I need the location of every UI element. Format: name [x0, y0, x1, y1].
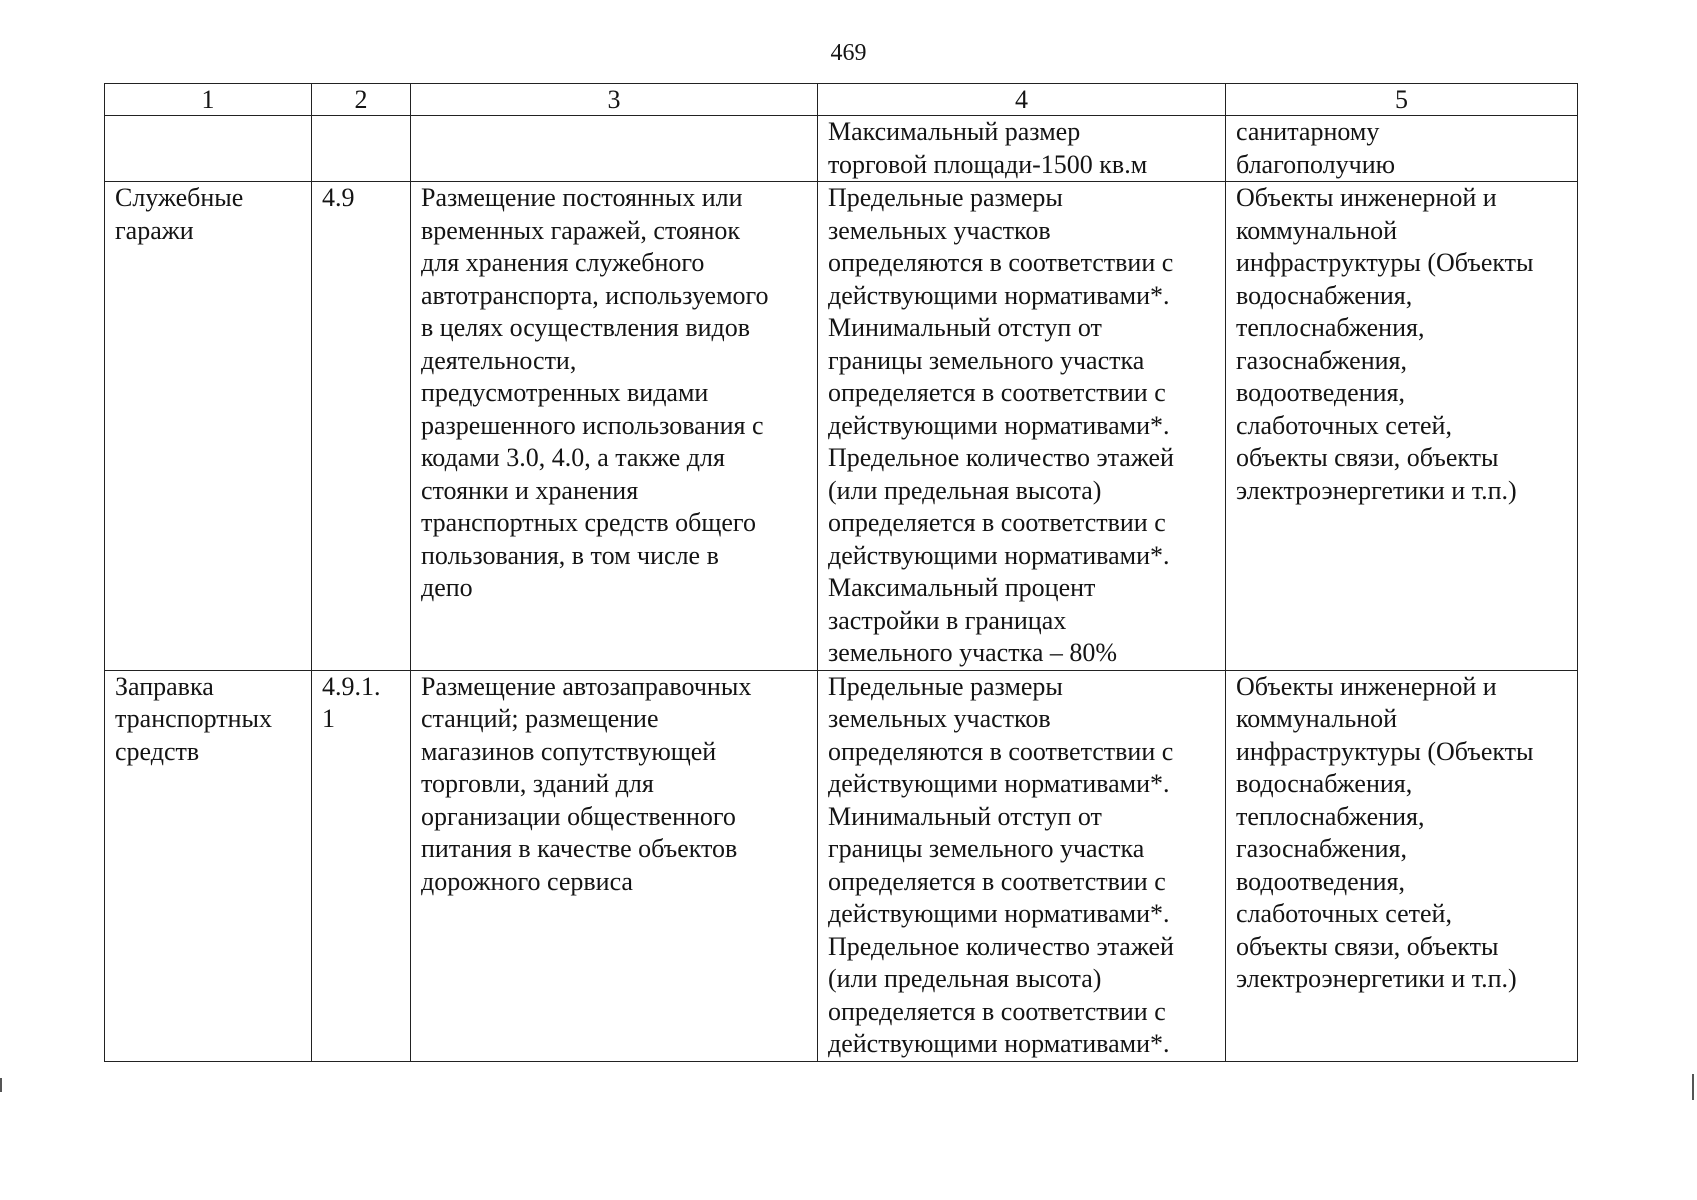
text-line: слаботочных сетей,	[1236, 899, 1452, 928]
text-line: определяется в соответствии с	[828, 866, 1166, 896]
text-line: Размещение автозаправочных	[421, 671, 752, 701]
text-line: водоснабжения,	[1236, 769, 1413, 798]
document-table	[104, 83, 1578, 1062]
continuation-cell-2	[312, 116, 411, 182]
use-description-cell	[411, 670, 818, 1061]
text-line: земельных участков	[828, 704, 1051, 733]
use-name-cell	[105, 670, 312, 1061]
text-line: транспортных средств общего	[421, 508, 756, 537]
text-line: стоянки и хранения	[421, 475, 639, 505]
text-line: предусмотренных видами	[421, 378, 709, 407]
text-line: торговли, зданий для	[421, 769, 654, 798]
text-line: для хранения служебного	[421, 248, 705, 277]
text-line: разрешенного использования с	[421, 410, 764, 440]
text-line: Максимальный процент	[828, 573, 1096, 602]
text-line: определяются в соответствии с	[828, 248, 1174, 277]
continuation-row	[105, 116, 1578, 182]
text-line: санитарному	[1236, 117, 1380, 146]
text-line: Объекты инженерной и	[1236, 183, 1497, 212]
text-line: границы земельного участка	[828, 834, 1145, 863]
related-objects-cell	[1226, 670, 1578, 1061]
column-header-4: 4	[818, 84, 1226, 116]
text-line: 4.9.1.	[322, 671, 381, 701]
text-line: 4.9	[322, 183, 355, 212]
text-line: Предельные размеры	[828, 183, 1063, 212]
text-line: Предельные размеры	[828, 671, 1063, 701]
text-line: организации общественного	[421, 801, 736, 831]
text-line: дорожного сервиса	[421, 866, 633, 896]
text-line: Минимальный отступ от	[828, 313, 1102, 342]
column-header-2: 2	[312, 84, 411, 116]
text-line: земельных участков	[828, 215, 1051, 245]
scan-edge-mark	[1692, 1074, 1694, 1100]
text-line: действующими нормативами*.	[828, 280, 1170, 310]
text-line: автотранспорта, используемого	[421, 280, 769, 310]
text-line: газоснабжения,	[1236, 834, 1407, 863]
text-line: средств	[115, 736, 200, 766]
continuation-cell-1	[105, 116, 312, 182]
text-line: водоснабжения,	[1236, 280, 1413, 310]
text-line: водоотведения,	[1236, 866, 1405, 896]
text-line: станций; размещение	[421, 704, 659, 733]
text-line: гаражи	[115, 215, 194, 245]
text-line: теплоснабжения,	[1236, 313, 1425, 342]
text-line: действующими нормативами*.	[828, 410, 1170, 440]
text-line: Размещение постоянных или	[421, 183, 743, 212]
text-line: питания в качестве объектов	[421, 834, 738, 863]
text-line: инфраструктуры (Объекты	[1236, 248, 1534, 277]
use-code-cell	[312, 182, 411, 671]
scan-edge-mark	[0, 1078, 2, 1092]
use-name-cell	[105, 182, 312, 671]
text-line: (или предельная высота)	[828, 964, 1102, 993]
text-line: теплоснабжения,	[1236, 801, 1425, 831]
text-line: действующими нормативами*.	[828, 540, 1170, 570]
text-line: действующими нормативами*.	[828, 769, 1170, 798]
text-line: временных гаражей, стоянок	[421, 215, 740, 245]
header-row	[105, 84, 1578, 116]
text-line: коммунальной	[1236, 704, 1398, 733]
table-row	[105, 182, 1578, 671]
text-line: Предельное количество этажей	[828, 931, 1174, 961]
text-line: определяются в соответствии с	[828, 736, 1174, 766]
text-line: слаботочных сетей,	[1236, 410, 1452, 440]
text-line: электроэнергетики и т.п.)	[1236, 964, 1517, 993]
column-header-3: 3	[411, 84, 818, 116]
table-row	[105, 670, 1578, 1061]
text-line: действующими нормативами*.	[828, 1029, 1170, 1058]
text-line: действующими нормативами*.	[828, 899, 1170, 928]
text-line: деятельности,	[421, 345, 577, 375]
text-line: Заправка	[115, 671, 214, 701]
text-line: (или предельная высота)	[828, 475, 1102, 505]
text-line: определяется в соответствии с	[828, 996, 1166, 1026]
text-line: объекты связи, объекты	[1236, 931, 1499, 961]
use-code-cell	[312, 670, 411, 1061]
text-line: торговой площади-1500 кв.м	[828, 149, 1148, 179]
text-line: границы земельного участка	[828, 345, 1145, 375]
text-line: Служебные	[115, 183, 244, 212]
text-line: Минимальный отступ от	[828, 801, 1102, 831]
text-line: определяется в соответствии с	[828, 508, 1166, 537]
text-line: 1	[322, 704, 335, 733]
column-header-5: 5	[1226, 84, 1578, 116]
text-line: застройки в границах	[828, 605, 1067, 635]
text-line: магазинов сопутствующей	[421, 736, 717, 766]
text-line: коммунальной	[1236, 215, 1398, 245]
text-line: инфраструктуры (Объекты	[1236, 736, 1534, 766]
use-description-cell	[411, 182, 818, 671]
text-line: земельного участка – 80%	[828, 638, 1118, 667]
text-line: водоотведения,	[1236, 378, 1405, 407]
text-line: благополучию	[1236, 149, 1396, 179]
text-line: объекты связи, объекты	[1236, 443, 1499, 472]
continuation-cell-3	[411, 116, 818, 182]
text-line: определяется в соответствии с	[828, 378, 1166, 407]
text-line: пользования, в том числе в	[421, 540, 719, 570]
text-line: в целях осуществления видов	[421, 313, 751, 342]
text-line: Предельное количество этажей	[828, 443, 1174, 472]
text-line: кодами 3.0, 4.0, а также для	[421, 443, 725, 472]
text-line: электроэнергетики и т.п.)	[1236, 475, 1517, 505]
text-line: депо	[421, 573, 473, 602]
parameters-cell	[818, 670, 1226, 1061]
parameters-cell	[818, 182, 1226, 671]
related-objects-cell	[1226, 182, 1578, 671]
continuation-parameters	[818, 116, 1226, 182]
text-line: Максимальный размер	[828, 117, 1081, 146]
column-header-1: 1	[105, 84, 312, 116]
page-number: 469	[830, 40, 867, 66]
text-line: газоснабжения,	[1236, 345, 1407, 375]
table-header	[105, 84, 1578, 116]
table-body	[105, 116, 1578, 1062]
continuation-related	[1226, 116, 1578, 182]
text-line: транспортных	[115, 704, 272, 733]
text-line: Объекты инженерной и	[1236, 671, 1497, 701]
